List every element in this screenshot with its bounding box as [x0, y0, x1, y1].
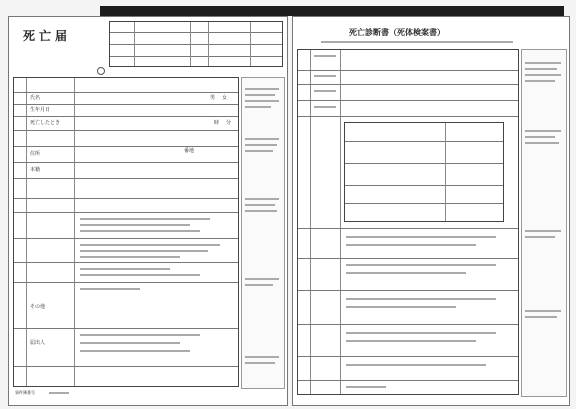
label-other: その他 — [30, 304, 46, 310]
label-death-date: 死亡したとき — [30, 120, 61, 126]
label-birth: 生年月日 — [30, 107, 51, 113]
certificate-grid — [297, 49, 519, 395]
notification-grid — [13, 77, 239, 387]
death-notification-form — [8, 16, 288, 406]
cause-of-death-table — [344, 122, 504, 222]
case-number-label: 事件簿番号 — [15, 390, 35, 395]
label-banchi: 番地 — [184, 148, 195, 154]
top-dark-band — [100, 6, 564, 16]
sex-female: 女 — [222, 95, 228, 101]
seal-mark — [97, 67, 105, 75]
certificate-title: 死亡診断書（死体検案書） — [349, 27, 445, 37]
label-hour: 時 — [214, 120, 220, 126]
certificate-instructions — [521, 49, 567, 397]
label-minute: 分 — [226, 120, 232, 126]
label-address: 住所 — [30, 151, 41, 157]
form-title: 死亡届 — [23, 29, 72, 43]
registry-office-box — [109, 21, 283, 67]
label-notifier: 届出人 — [30, 340, 46, 346]
label-name: 氏名 — [30, 95, 41, 101]
sex-male: 男 — [210, 95, 216, 101]
label-honseki: 本籍 — [30, 167, 41, 173]
instructions-column — [241, 77, 285, 389]
death-certificate-form — [292, 16, 570, 406]
